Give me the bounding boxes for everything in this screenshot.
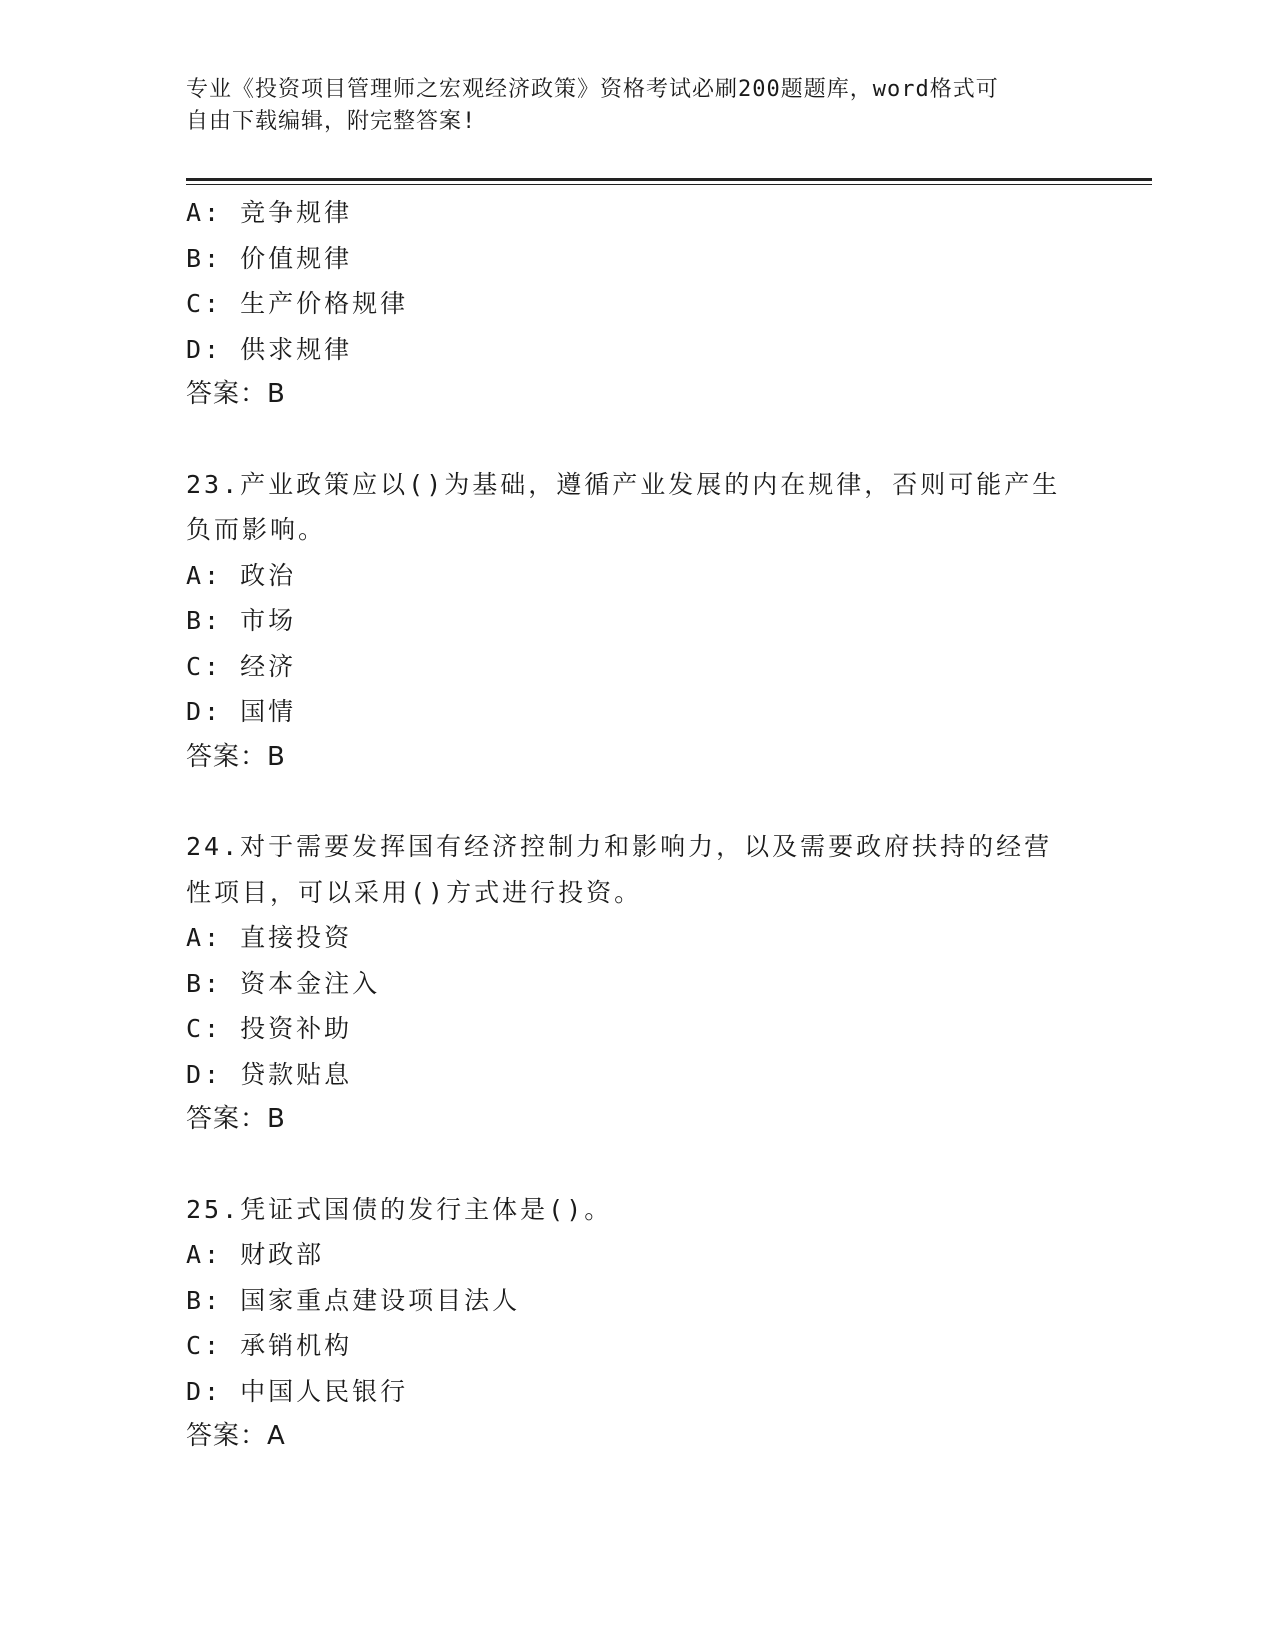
question-block-prev	[186, 190, 1086, 418]
option-b: B: 市场	[186, 606, 297, 635]
option-b: B: 国家重点建设项目法人	[186, 1285, 521, 1315]
question-stem-line-1: 25.凭证式国债的发行主体是()。	[186, 1194, 613, 1224]
header-line-1: 专业《投资项目管理师之宏观经济政策》资格考试必刷200题题库，word格式可	[186, 77, 999, 102]
option-a: A: 政治	[186, 560, 297, 590]
option-a: A: 财政部	[186, 1240, 325, 1269]
spacer	[186, 418, 1086, 462]
question-stem-line-2: 性项目，可以采用()方式进行投资。	[186, 877, 643, 907]
option-c: C: 承销机构	[186, 1331, 353, 1360]
question-stem-line-2: 负而影响。	[186, 515, 327, 544]
question-block-23	[186, 462, 1086, 781]
option-b: B: 价值规律	[186, 243, 353, 273]
answer-line: 答案：B	[186, 741, 286, 772]
question-stem-line-1: 24.对于需要发挥国有经济控制力和影响力，以及需要政府扶持的经营	[186, 832, 1053, 861]
question-list	[186, 190, 1086, 1460]
question-block-24	[186, 824, 1086, 1143]
option-c: C: 经济	[186, 651, 297, 681]
question-block-25	[186, 1187, 1086, 1460]
spacer	[186, 780, 1086, 824]
option-b: B: 资本金注入	[186, 968, 381, 998]
spacer	[186, 1143, 1086, 1187]
header-rule-thin	[186, 184, 1152, 185]
answer-line: 答案：B	[186, 1104, 286, 1134]
option-d: D: 中国人民银行	[186, 1376, 409, 1406]
header-rule-thick	[186, 178, 1152, 181]
option-c: C: 生产价格规律	[186, 289, 409, 318]
option-d: D: 国情	[186, 697, 297, 726]
answer-line: 答案：A	[186, 1421, 286, 1451]
answer-line: 答案：B	[186, 379, 286, 409]
option-c: C: 投资补助	[186, 1014, 353, 1043]
option-a: A: 直接投资	[186, 923, 353, 952]
option-d: D: 贷款贴息	[186, 1059, 353, 1089]
document-header	[186, 74, 1086, 138]
header-line-2: 自由下载编辑，附完整答案!	[186, 109, 477, 134]
question-stem-line-1: 23.产业政策应以()为基础，遵循产业发展的内在规律，否则可能产生	[186, 469, 1061, 499]
option-d: D: 供求规律	[186, 334, 353, 364]
option-a: A: 竞争规律	[186, 198, 353, 227]
